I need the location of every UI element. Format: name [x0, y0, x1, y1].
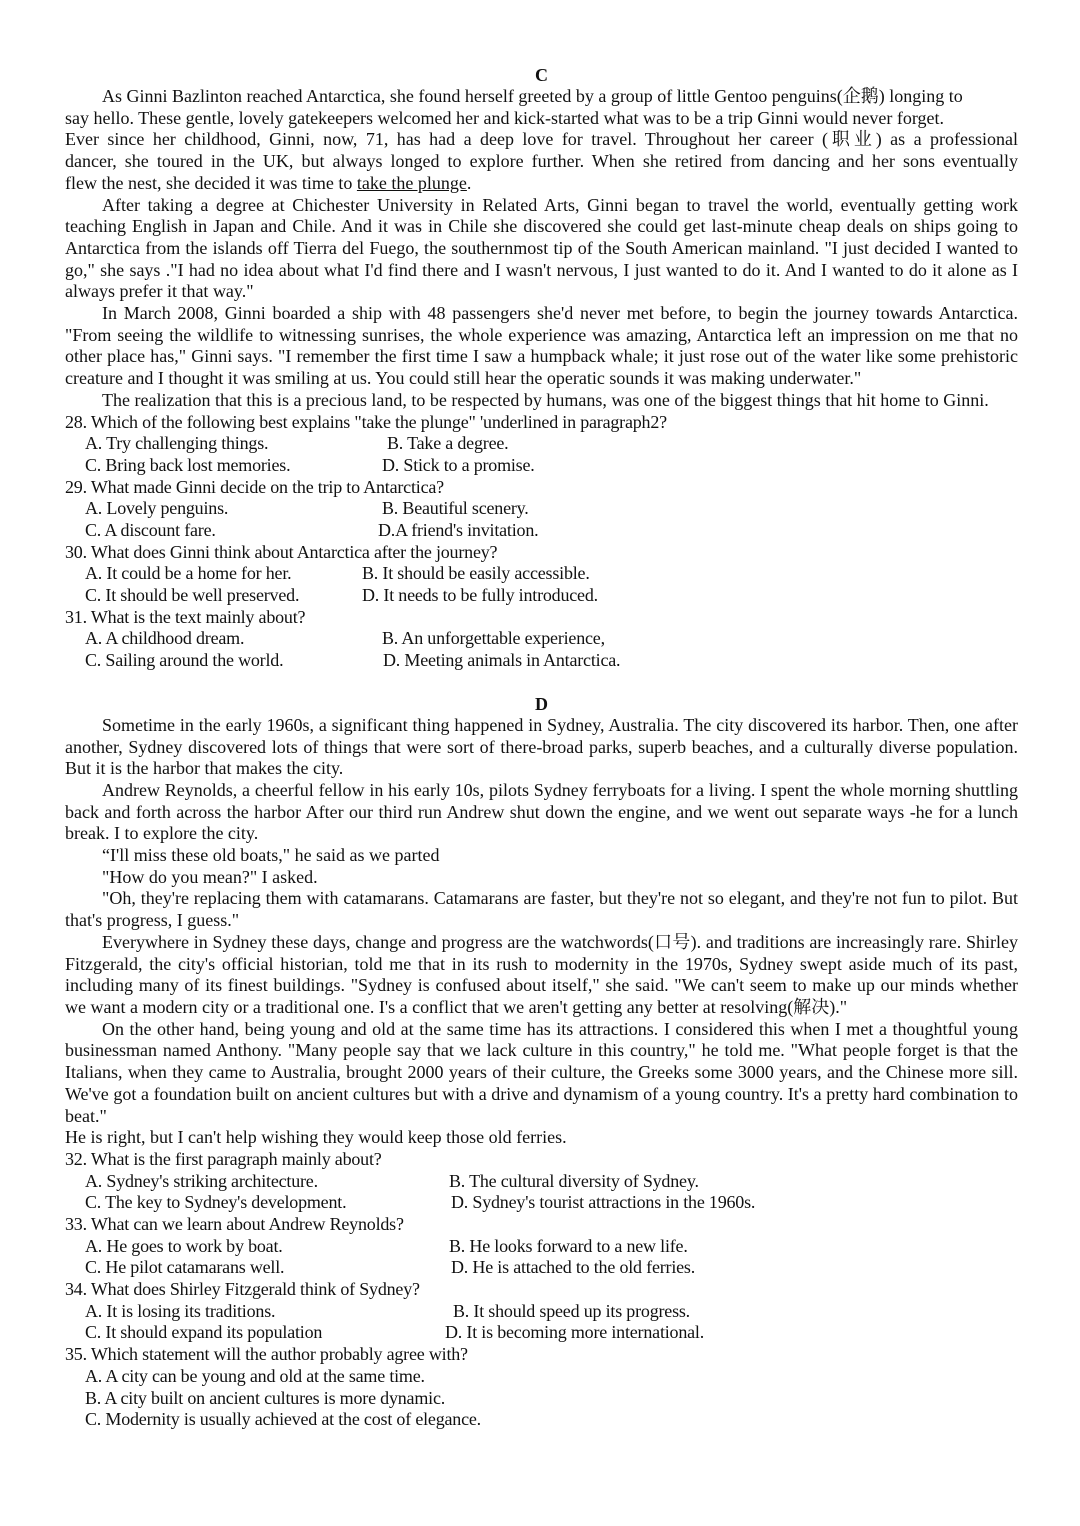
passage-d-paragraph-1: Sometime in the early 1960s, a significant thing happened in Sydney, Australia. The city discovered its harbor. Then, one after another, Sydney discovered lots of things that were sort of there-broad parks, superb beaches, and a culturally diverse population. But it is the harbor that makes the city. — [65, 714, 1018, 779]
passage-d-paragraph-3: “I'll miss these old boats," he said as we parted — [102, 845, 440, 866]
q29-option-d[interactable]: D.A friend's invitation. — [378, 520, 539, 541]
q28-option-d[interactable]: D. Stick to a promise. — [382, 454, 535, 475]
passage-c-paragraph-2: After taking a degree at Chichester University in Related Arts, Ginni began to travel the world, eventually getting work teaching English in Japan and Chile. And it was in Chile she discovered she could get last-minute cheap deals on ships going to Antarctica from the islands off Tierra del Fuego, the southernmost tip of the South American mainland. "I just decided I wanted to go," she says ."I had no idea about what I'd find there and I wasn't nervous, I just wanted to do it. And I wanted to do it alone as I always prefer it that way." — [65, 194, 1018, 302]
q33-option-c[interactable]: C. He pilot catamarans well. — [85, 1257, 285, 1278]
question-30 — [65, 542, 1018, 607]
q29-option-a[interactable]: A. Lovely penguins. — [85, 498, 229, 519]
question-35-stem: 35. Which statement will the author probably agree with? — [65, 1344, 468, 1365]
underlined-phrase-take-the-plunge: take the plunge — [356, 172, 467, 193]
passage-d-paragraph-4: "How do you mean?" I asked. — [102, 866, 318, 887]
passage-c-p3-line-1: In March 2008, Ginni boarded a ship with 48 passengers she'd never met before, to begin the journey towards Antarctica. — [102, 303, 1018, 324]
q32-option-b[interactable]: B. The cultural diversity of Sydney. — [449, 1170, 699, 1191]
passage-c-paragraph-4: The realization that this is a precious land, to be respected by humans, was one of the biggest things that hit home to Ginni. — [102, 389, 989, 410]
question-35 — [65, 1344, 1018, 1431]
question-29-stem: 29. What made Ginni decide on the trip to Antarctica? — [65, 476, 444, 497]
question-33-stem: 33. What can we learn about Andrew Reynolds? — [65, 1214, 404, 1234]
p1-last-prefix: flew the nest, she decided it was time to — [65, 172, 357, 193]
q28-option-c[interactable]: C. Bring back lost memories. — [85, 454, 291, 475]
question-31-stem: 31. What is the text mainly about? — [65, 606, 306, 627]
section-c-title: C — [535, 65, 548, 85]
q33-option-d[interactable]: D. He is attached to the old ferries. — [451, 1257, 696, 1278]
q34-option-c[interactable]: C. It should expand its population — [85, 1322, 323, 1343]
passage-d-paragraph-5: "Oh, they're replacing them with catamarans. Catamarans are faster, but they're not so elegant, and they're not fun to pilot. But that's progress, I guess." — [65, 888, 1018, 931]
q34-option-a[interactable]: A. It is losing its traditions. — [85, 1300, 276, 1321]
question-34-stem: 34. What does Shirley Fitzgerald think of Sydney? — [65, 1279, 420, 1300]
q35-option-a[interactable]: A. A city can be young and old at the same time. — [85, 1365, 425, 1386]
passage-c-paragraph-1 — [65, 86, 1018, 195]
question-32-stem: 32. What is the first paragraph mainly about? — [65, 1148, 382, 1169]
q31-option-d[interactable]: D. Meeting animals in Antarctica. — [383, 650, 621, 671]
q30-option-a[interactable]: A. It could be a home for her. — [85, 563, 292, 584]
q28-option-b[interactable]: B. Take a degree. — [387, 433, 509, 454]
q32-option-a[interactable]: A. Sydney's striking architecture. — [85, 1170, 318, 1191]
q31-option-b[interactable]: B. An unforgettable experience, — [382, 628, 605, 649]
question-28 — [65, 412, 1018, 477]
q32-option-d[interactable]: D. Sydney's tourist attractions in the 1960s. — [451, 1192, 756, 1213]
q30-option-c[interactable]: C. It should be well preserved. — [85, 585, 300, 606]
q33-option-b[interactable]: B. He looks forward to a new life. — [449, 1235, 688, 1256]
question-33 — [65, 1214, 1018, 1279]
passage-d-paragraph-8: He is right, but I can't help wishing they would keep those old ferries. — [65, 1127, 567, 1148]
q35-option-c[interactable]: C. Modernity is usually achieved at the cost of elegance. — [85, 1409, 481, 1430]
q31-option-c[interactable]: C. Sailing around the world. — [85, 650, 284, 671]
question-29 — [65, 477, 1018, 542]
section-gap — [65, 672, 1018, 693]
passage-c-paragraph-3 — [65, 303, 1018, 390]
passage-d-paragraph-7: On the other hand, being young and old at the same time has its attractions. I considered this when I met a thoughtful young businessman named Anthony. "Many people say that we lack culture in this country," he told me. "What people forget is that the Italians, when they came to Australia, brought 2000 years of their culture, the Greeks some 3000 years, and the Chinese more sill. We've got a foundation built on ancient cultures but with a drive and dynamism of a young country. It's a pretty hard combination to beat." — [65, 1018, 1018, 1126]
question-34 — [65, 1279, 1018, 1344]
passage-c-p1-line-3: Ever since her childhood, Ginni, now, 71, has had a deep love for travel. Throughout her career (职业) as a professional — [65, 129, 1018, 150]
q28-option-a[interactable]: A. Try challenging things. — [85, 433, 269, 454]
q29-option-b[interactable]: B. Beautiful scenery. — [382, 498, 529, 519]
passage-c-p1-line-5 — [65, 173, 1018, 195]
passage-d-paragraph-2: Andrew Reynolds, a cheerful fellow in his early 10s, pilots Sydney ferryboats for a living. I spent the whole morning shuttling back and forth across the harbor After our third run Andrew shut down the engine, and we went out separate ways -he for a lunch break. I to explore the city. — [65, 779, 1018, 844]
q32-option-c[interactable]: C. The key to Sydney's development. — [85, 1192, 347, 1213]
question-31 — [65, 607, 1018, 672]
p1-last-suffix: . — [466, 172, 472, 193]
exam-page — [65, 64, 1018, 1431]
passage-c-p1-line-4: dancer, she toured in the UK, but always longed to explore further. When she retired from dancing and her sons eventually — [65, 151, 1018, 172]
q33-option-a[interactable]: A. He goes to work by boat. — [85, 1235, 283, 1256]
q35-option-b[interactable]: B. A city built on ancient cultures is more dynamic. — [85, 1387, 446, 1408]
question-28-stem: 28. Which of the following best explains "take the plunge" 'underlined in paragraph2? — [65, 411, 667, 432]
question-30-stem: 30. What does Ginni think about Antarctica after the journey? — [65, 541, 498, 562]
q34-option-b[interactable]: B. It should speed up its progress. — [453, 1300, 690, 1321]
passage-c-p1-line-2: say hello. These gentle, lovely gatekeepers welcomed her and kick-started what was to be a trip Ginni would never forget. — [65, 107, 945, 128]
passage-c-p3-rest: "From seeing the wildlife to witnessing sunrises, the whole experience was amazing, Antarctica left an impression on me that no other place has," Ginni says. "I remember the first time I saw a humpback whale; it just rose out of the water like some prehistoric creature and I thought it was smiling at us. You could still hear the operatic sounds it was making underwater." — [65, 324, 1018, 389]
section-d-title: D — [535, 693, 548, 714]
q30-option-b[interactable]: B. It should be easily accessible. — [362, 563, 590, 584]
passage-d-paragraph-6: Everywhere in Sydney these days, change and progress are the watchwords(口号). and traditions are increasingly rare. Shirley Fitzgerald, the city's official historian, told me that in its rush to modernity in the 1970s, Sydney swept aside much of its past, including many of its finest buildings. "Sydney is confused about itself," she said. "We can't seem to make up our minds whether we want a modern city or a traditional one. I's a conflict that we aren't getting any better at resolving(解决)." — [65, 931, 1018, 1017]
q29-option-c[interactable]: C. A discount fare. — [85, 520, 216, 541]
q30-option-d[interactable]: D. It needs to be fully introduced. — [362, 585, 598, 606]
question-32 — [65, 1149, 1018, 1214]
q31-option-a[interactable]: A. A childhood dream. — [85, 628, 245, 649]
passage-c-p1-line-1: As Ginni Bazlinton reached Antarctica, she found herself greeted by a group of little Gentoo penguins(企鹅) longing to — [102, 86, 963, 106]
q34-option-d[interactable]: D. It is becoming more international. — [445, 1322, 705, 1343]
